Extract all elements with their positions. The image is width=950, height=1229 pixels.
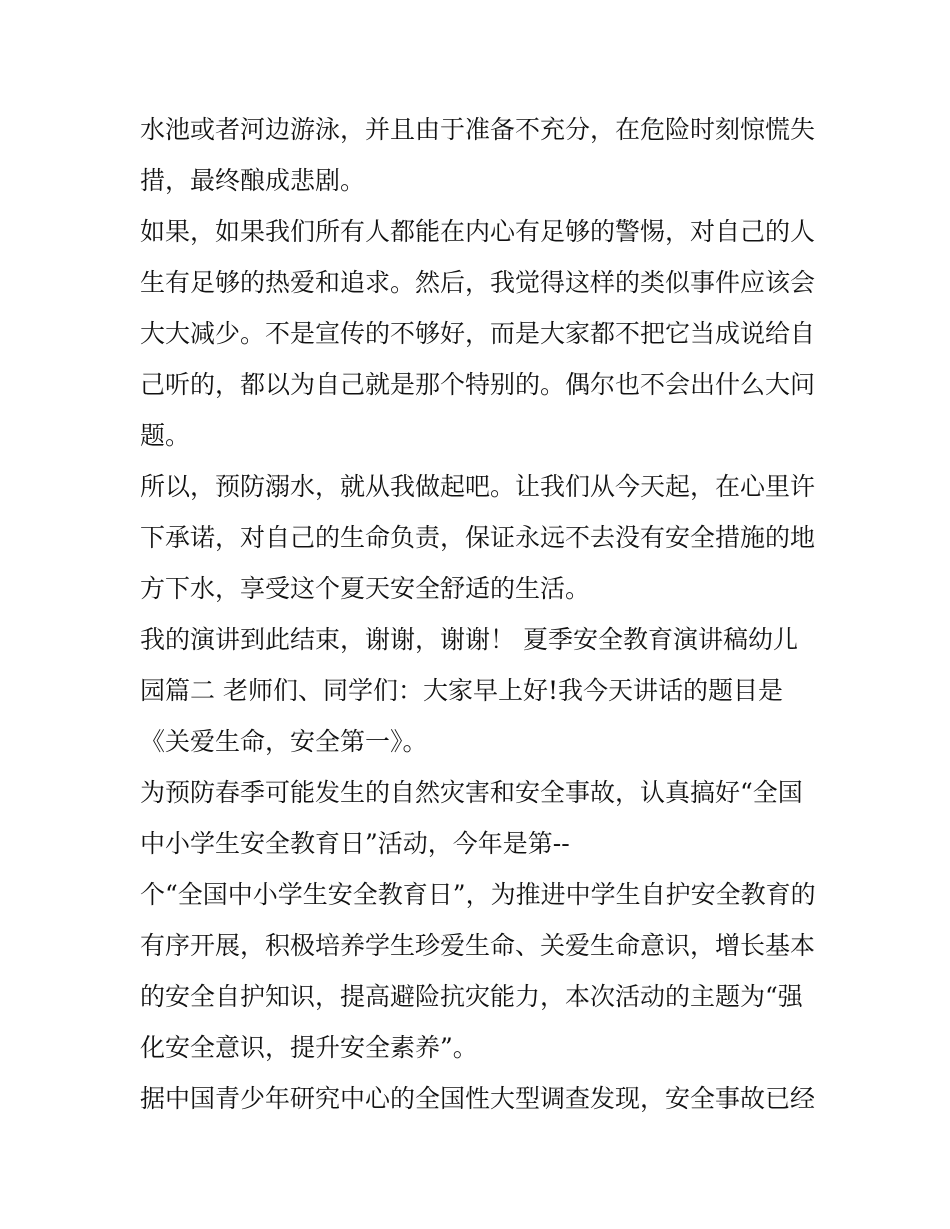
body-text (140, 104, 820, 1124)
text-line: 为预防春季可能发生的自然灾害和安全事故，认真搞好“全国 (140, 778, 803, 807)
text-line: 化安全意识，提升安全素养”。 (140, 1033, 478, 1062)
text-line: 措，最终酿成悲剧。 (140, 166, 366, 195)
text-line: 下承诺，对自己的生命负责，保证永远不去没有安全措施的地 (140, 523, 816, 552)
text-line: 园篇二 老师们、同学们：大家早上好!我今天讲话的题目是 (140, 676, 783, 705)
text-line: 大大减少。不是宣传的不够好，而是大家都不把它当成说给自 (140, 319, 816, 348)
text-line: 所以，预防溺水，就从我做起吧。让我们从今天起，在心里许 (140, 472, 816, 501)
text-line: 中小学生安全教育日”活动，今年是第-- (140, 829, 570, 858)
text-line: 如果，如果我们所有人都能在内心有足够的警惕，对自己的人 (140, 217, 816, 246)
text-line: 己听的，都以为自己就是那个特别的。偶尔也不会出什么大问 (140, 370, 816, 399)
text-line: 据中国青少年研究中心的全国性大型调查发现，安全事故已经 (140, 1084, 816, 1113)
text-line: 水池或者河边游泳，并且由于准备不充分，在危险时刻惊慌失 (140, 115, 816, 144)
text-line: 《关爱生命，安全第一》。 (140, 727, 428, 756)
text-line: 有序开展，积极培养学生珍爱生命、关爱生命意识，增长基本 (140, 931, 816, 960)
text-line: 题。 (140, 421, 191, 450)
text-line: 方下水，享受这个夏天安全舒适的生活。 (140, 574, 591, 603)
text-line: 生有足够的热爱和追求。然后，我觉得这样的类似事件应该会 (140, 268, 816, 297)
text-line: 个“全国中小学生安全教育日”，为推进中学生自护安全教育的 (140, 880, 816, 909)
text-line: 的安全自护知识，提高避险抗灾能力，本次活动的主题为“强 (140, 982, 803, 1011)
text-line: 我的演讲到此结束，谢谢，谢谢！ 夏季安全教育演讲稿幼儿 (140, 625, 798, 654)
